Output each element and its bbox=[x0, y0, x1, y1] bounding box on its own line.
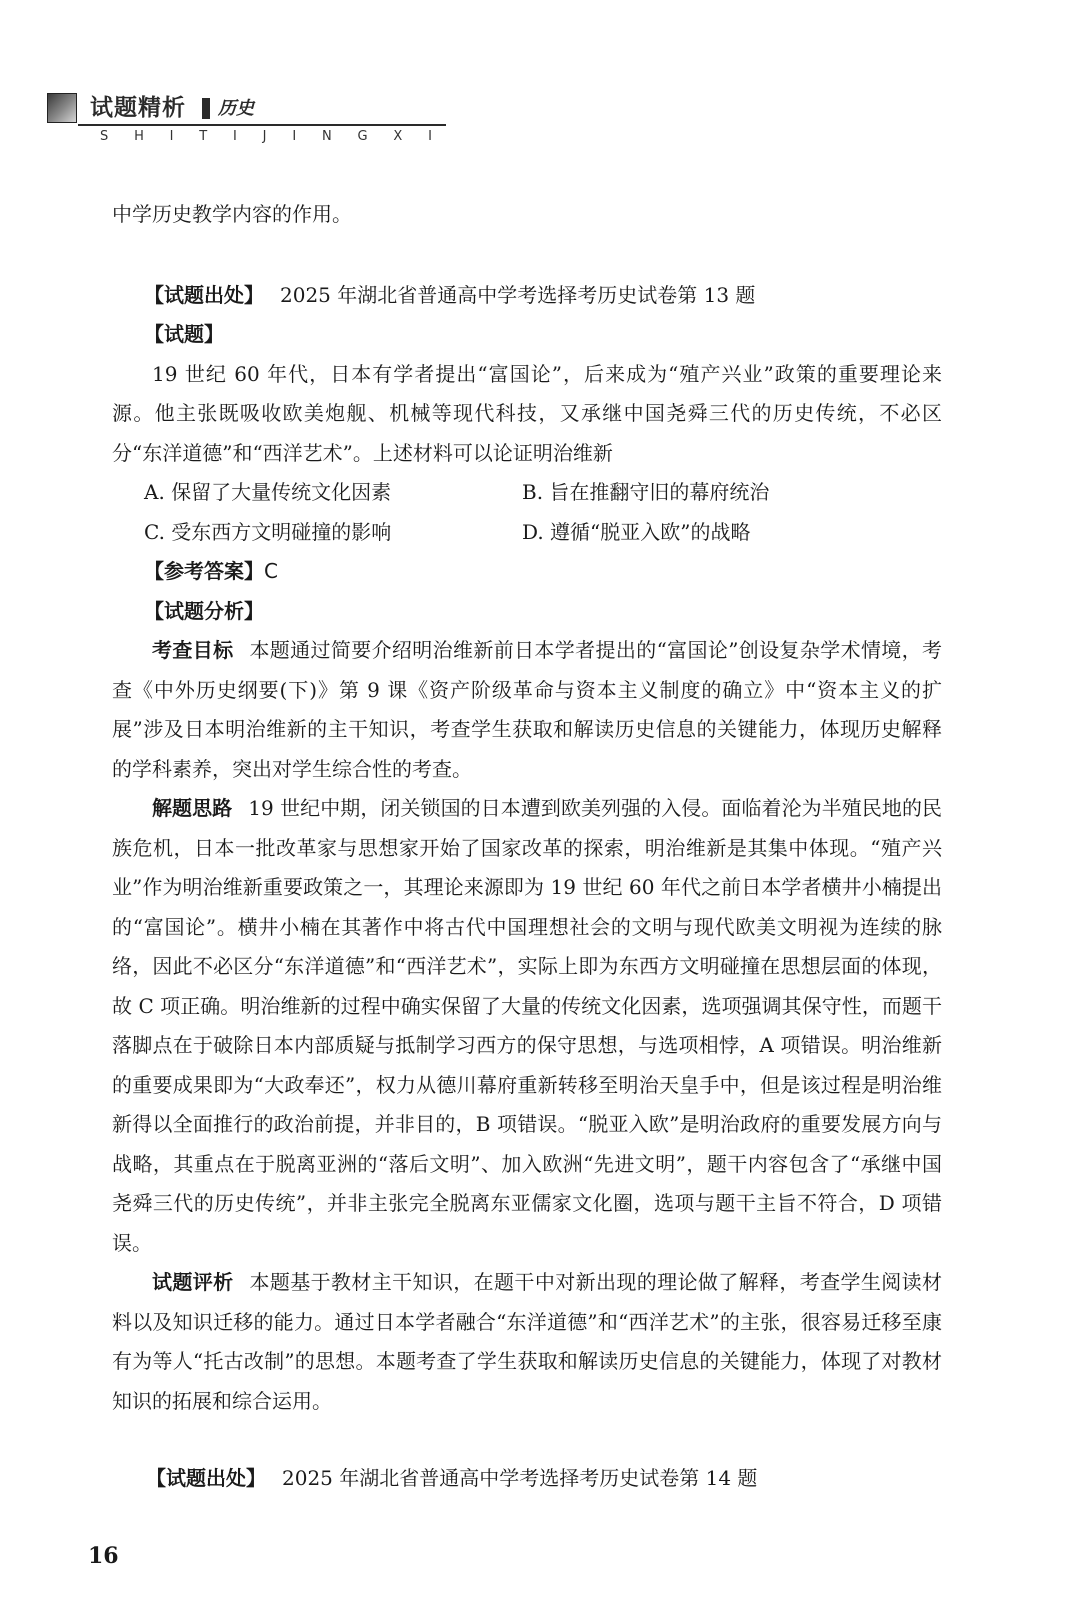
header-title: 试题精析 bbox=[90, 95, 186, 121]
comment-title: 试题评析 bbox=[152, 1270, 234, 1294]
comment-paragraph bbox=[112, 1263, 942, 1421]
pinyin-letter: S bbox=[100, 129, 109, 144]
objective-paragraph bbox=[112, 631, 942, 789]
answer-tag: 【参考答案】 bbox=[144, 559, 264, 583]
next-source-text: 2025 年湖北省普通高中学考选择考历史试卷第 14 题 bbox=[282, 1466, 758, 1490]
option-d: D. 遵循“脱亚入欧”的战略 bbox=[522, 519, 751, 544]
next-source-tag: 【试题出处】 bbox=[146, 1466, 266, 1490]
objective-text: 本题通过简要介绍明治维新前日本学者提出的“富国论”创设复杂学术情境，考查《中外历史纲要(下)》第 9 课《资产阶级革命与资本主义制度的确立》中“资本主义的扩展”涉及日本明治维新的主干知识，考查学生获取和解读历史信息的关键能力，体现历史解释的学科素养，突出对学生综合性的考查。 bbox=[112, 638, 943, 781]
pinyin-letter: X bbox=[393, 129, 403, 144]
pinyin-letter: I bbox=[233, 129, 237, 144]
source-text: 2025 年湖北省普通高中学考选择考历史试卷第 13 题 bbox=[280, 282, 756, 307]
pinyin-letter: J bbox=[262, 129, 267, 144]
option-b: B. 旨在推翻守旧的幕府统治 bbox=[522, 480, 770, 504]
next-question-source-line bbox=[146, 1459, 976, 1499]
options-row-2 bbox=[144, 513, 942, 553]
question-source-line bbox=[144, 276, 942, 316]
approach-title: 解题思路 bbox=[152, 796, 233, 820]
pinyin-letter: I bbox=[169, 129, 174, 144]
pinyin-letter: I bbox=[292, 129, 297, 144]
question-tag: 【试题】 bbox=[144, 322, 224, 346]
continuation-text: 中学历史教学内容的作用。 bbox=[112, 202, 352, 226]
page-content bbox=[112, 195, 942, 1421]
section-gap bbox=[112, 235, 942, 276]
option-c: C. 受东西方文明碰撞的影响 bbox=[144, 519, 392, 544]
pinyin-letter: I bbox=[428, 129, 432, 144]
header-rule bbox=[78, 124, 446, 126]
pinyin-letter: H bbox=[134, 129, 144, 144]
analysis-tag: 【试题分析】 bbox=[144, 598, 264, 623]
options-row-1 bbox=[144, 473, 942, 513]
question-tag-line bbox=[144, 315, 942, 355]
answer-value: C bbox=[264, 559, 278, 583]
pinyin-letter: T bbox=[199, 129, 208, 144]
pinyin-letter: G bbox=[357, 129, 368, 144]
approach-paragraph bbox=[112, 789, 942, 1263]
pinyin-letter: N bbox=[321, 129, 332, 144]
objective-title: 考查目标 bbox=[152, 638, 234, 662]
analysis-tag-line bbox=[144, 592, 942, 632]
comment-text: 本题基于教材主干知识，在题干中对新出现的理论做了解释，考查学生阅读材料以及知识迁移的能力。通过日本学者融合“东洋道德”和“西洋艺术”的主张，很容易迁移至康有为等人“托古改制”的思想。本题考查了学生获取和解读历史信息的关键能力，体现了对教材知识的拓展和综合运用。 bbox=[112, 1270, 943, 1413]
header-subject: 历史 bbox=[218, 98, 254, 119]
approach-text: 19 世纪中期，闭关锁国的日本遭到欧美列强的入侵。面临着沦为半殖民地的民族危机，日本一批改革家与思想家开始了国家改革的探索，明治维新是其集中体现。“殖产兴业”作为明治维新重要政策之一，其理论来源即为 19 世纪 60 年代之前日本学者横井小楠提出的“富国论”。横井小楠在其著作中将古代中国理想社会的文明与现代欧美文明视为连续的脉络，因此不必区分“东洋道德”和“西洋艺术”，实际上即为东西方文明碰撞在思想层面的体现，故 C 项正确。明治维新的过程中确实保留了大量的传统文化因素，选项强调其保守性，而题干落脚点在于破除日本内部质疑与抵制学习西方的保守思想，与选项相悖，A 项错误。明治维新的重要成果即为“大政奉还”，权力从德川幕府重新转移至明治天皇手中，但是该过程是明治维新得以全面推行的政治前提，并非目的，B 项错误。“脱亚入欧”是明治政府的重要发展方向与战略，其重点在于脱离亚洲的“落后文明”、加入欧洲“先进文明”，题干内容包含了“承继中国尧舜三代的历史传统”，并非主张完全脱离东亚儒家文化圈，选项与题干主旨不符合，D 项错误。 bbox=[112, 796, 943, 1255]
header-logo-square bbox=[47, 93, 77, 123]
question-stem: 19 世纪 60 年代，日本有学者提出“富国论”，后来成为“殖产兴业”政策的重要理论来源。他主张既吸收欧美炮舰、机械等现代科技，又承继中国尧舜三代的历史传统，不必区分“东洋道德”和“西洋艺术”。上述材料可以论证明治维新 bbox=[112, 361, 942, 465]
page-number: 16 bbox=[88, 1543, 119, 1569]
source-tag: 【试题出处】 bbox=[144, 282, 264, 307]
answer-line bbox=[144, 552, 942, 592]
option-a: A. 保留了大量传统文化因素 bbox=[144, 480, 392, 504]
header-divider-bar bbox=[202, 98, 210, 119]
header-pinyin bbox=[100, 129, 432, 145]
